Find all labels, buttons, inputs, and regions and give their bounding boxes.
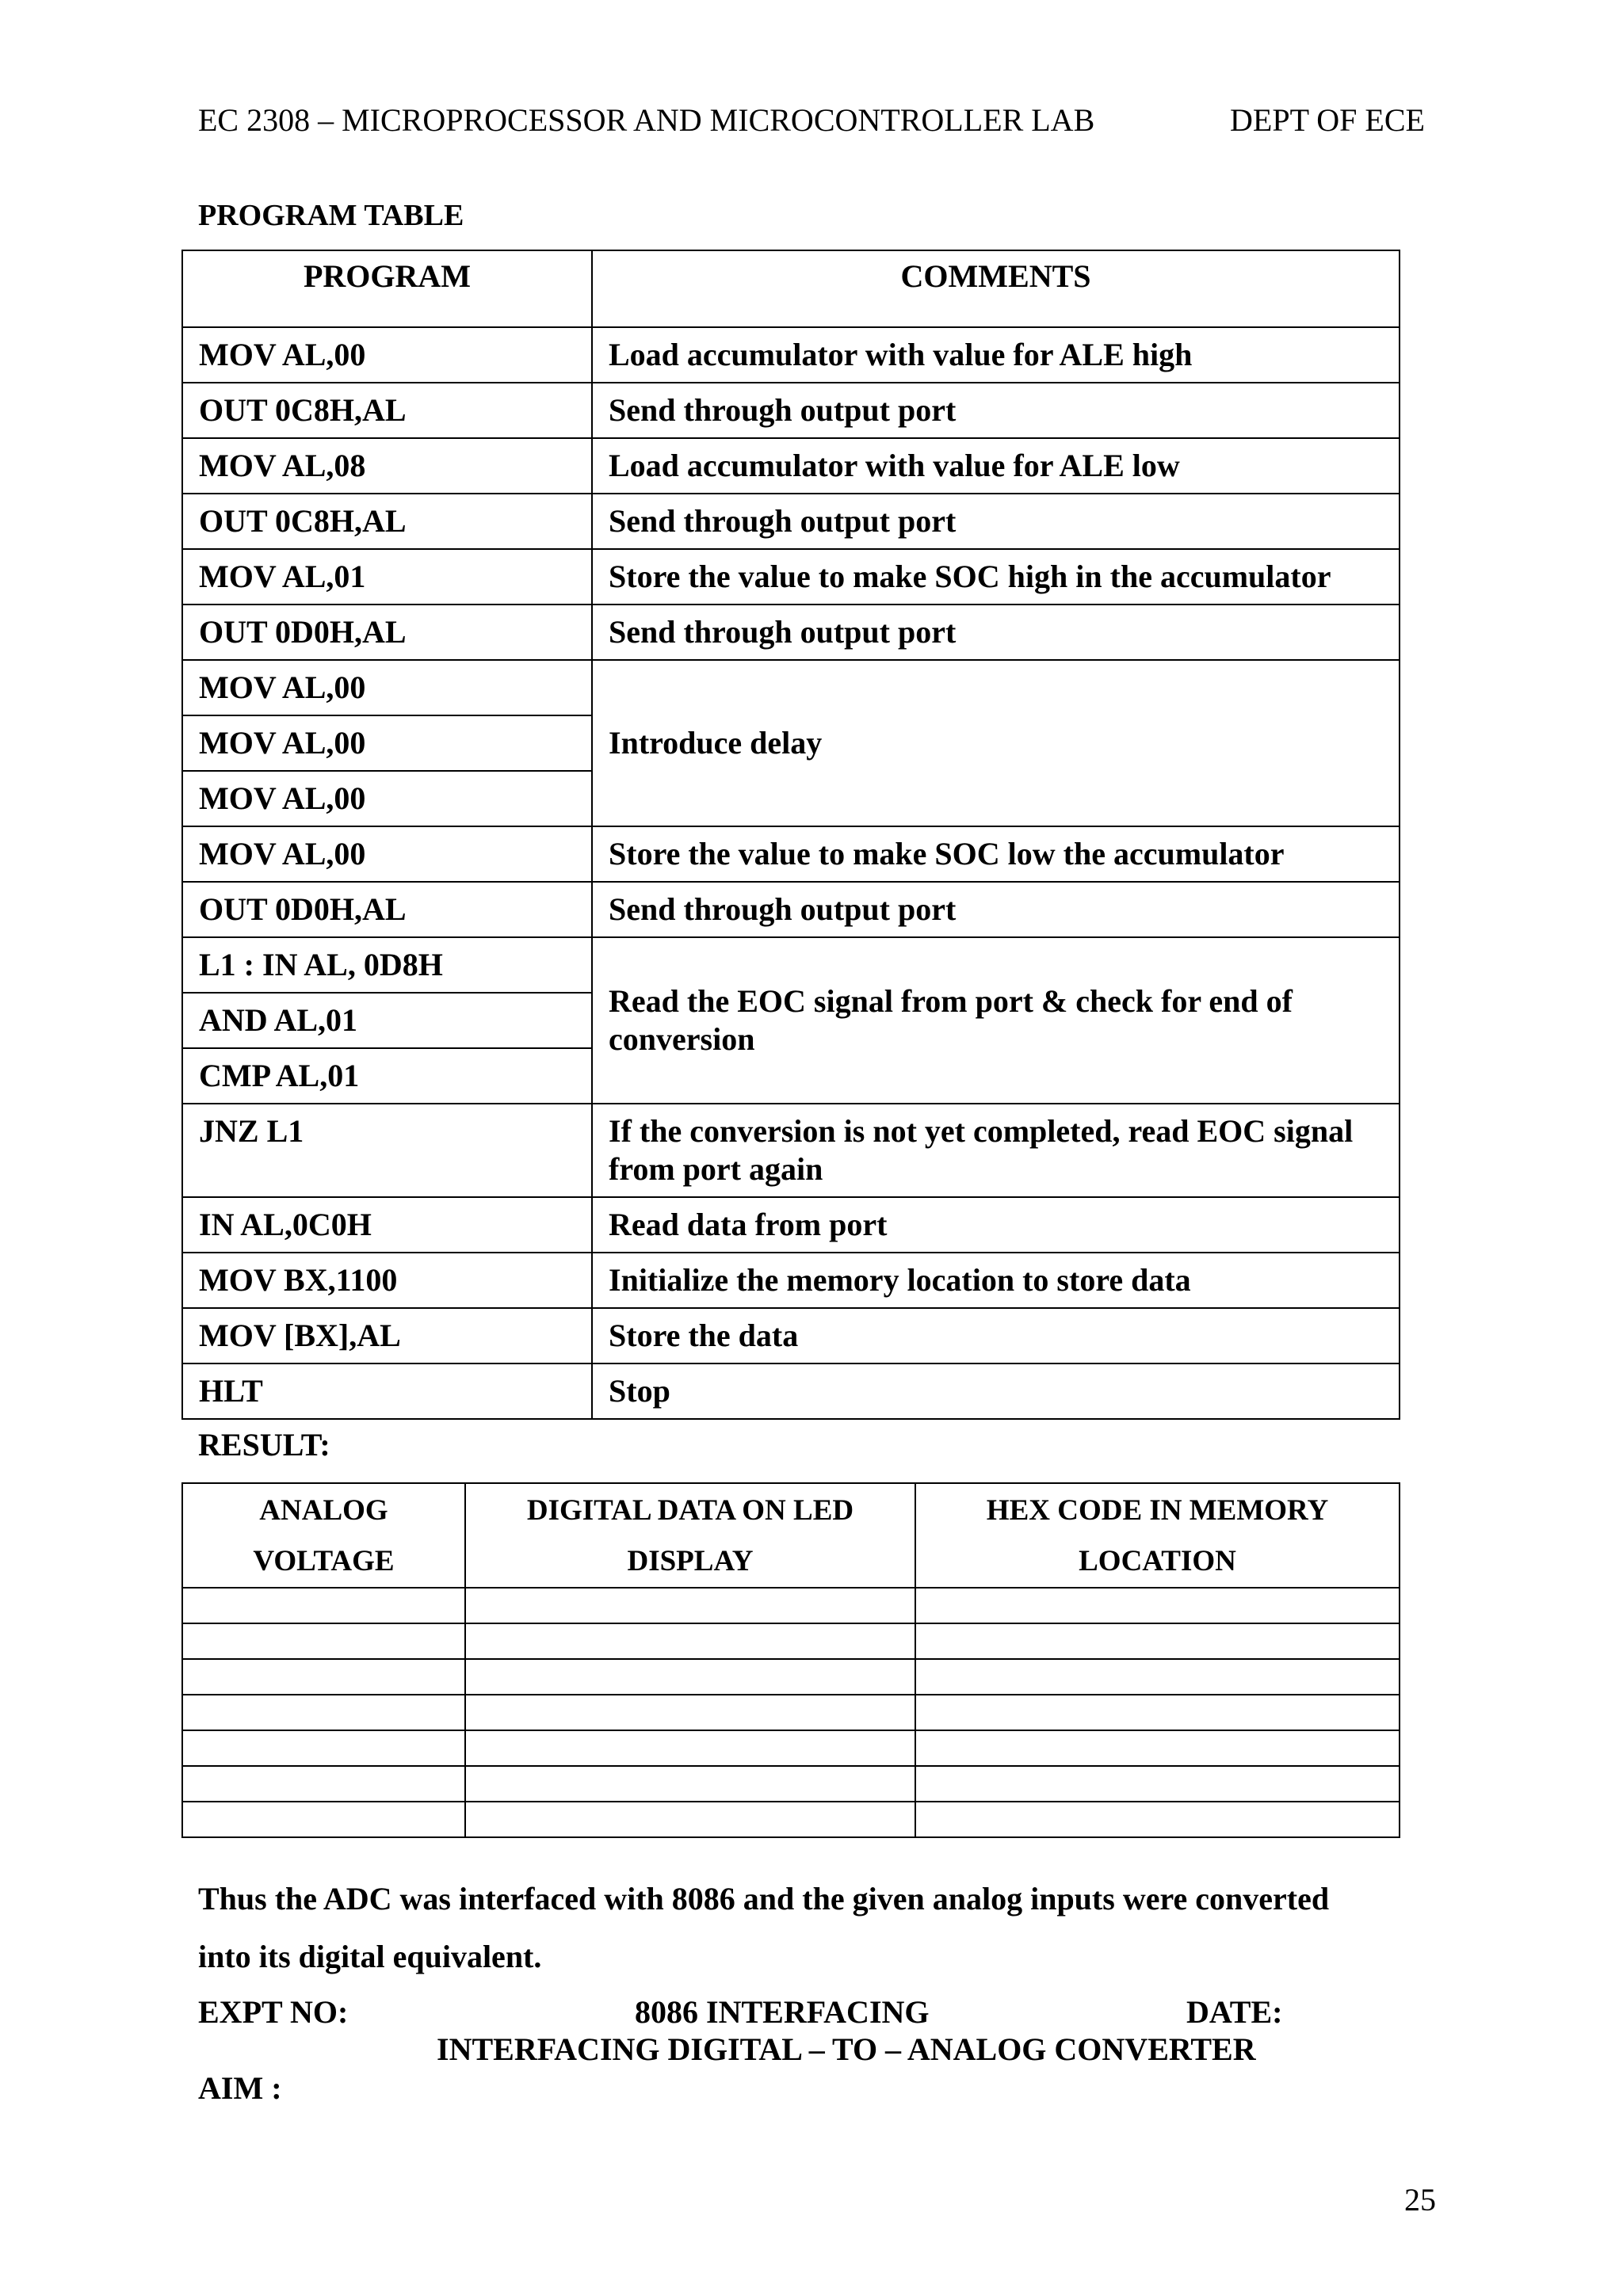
program-comment-cell: Send through output port — [592, 383, 1400, 438]
experiment-title: INTERFACING DIGITAL – TO – ANALOG CONVERTER — [437, 2031, 1256, 2067]
program-comment-cell: If the conversion is not yet completed, read EOC signal from port again — [592, 1104, 1400, 1197]
date-label: DATE: — [1186, 1994, 1283, 2030]
program-code-cell: MOV AL,00 — [182, 327, 592, 383]
header-line-1: ANALOG — [259, 1494, 388, 1527]
program-comment-cell: Store the data — [592, 1308, 1400, 1363]
program-code-cell: JNZ L1 — [182, 1104, 592, 1197]
result-cell — [465, 1659, 915, 1695]
program-code-cell: MOV AL,08 — [182, 438, 592, 494]
program-comment-cell: Send through output port — [592, 494, 1400, 549]
program-row — [182, 494, 1400, 549]
result-row — [182, 1766, 1400, 1802]
result-cell — [182, 1802, 465, 1837]
experiment-category: 8086 INTERFACING — [635, 1994, 930, 2030]
program-comment-cell: Store the value to make SOC high in the accumulator — [592, 549, 1400, 605]
result-cell — [915, 1588, 1400, 1623]
result-table — [181, 1482, 1400, 1838]
result-row — [182, 1623, 1400, 1659]
program-comment-cell: Read data from port — [592, 1197, 1400, 1253]
result-cell — [182, 1588, 465, 1623]
column-header-digital-data — [465, 1483, 915, 1588]
program-comment-cell: Load accumulator with value for ALE low — [592, 438, 1400, 494]
result-cell — [915, 1695, 1400, 1730]
header-line-2: VOLTAGE — [253, 1545, 395, 1577]
program-row — [182, 438, 1400, 494]
program-comment-cell: Stop — [592, 1363, 1400, 1419]
result-cell — [465, 1588, 915, 1623]
header-line-2: LOCATION — [1079, 1545, 1236, 1577]
header-title: EC 2308 – MICROPROCESSOR AND MICROCONTROLLER LAB — [198, 102, 1095, 138]
result-cell — [915, 1659, 1400, 1695]
header-line-2: DISPLAY — [627, 1545, 754, 1577]
program-row — [182, 1308, 1400, 1363]
result-cell — [915, 1802, 1400, 1837]
program-code-cell: AND AL,01 — [182, 993, 592, 1048]
result-cell — [915, 1730, 1400, 1766]
result-cell — [182, 1766, 465, 1802]
result-cell — [182, 1730, 465, 1766]
program-code-cell: CMP AL,01 — [182, 1048, 592, 1104]
program-code-cell: OUT 0C8H,AL — [182, 383, 592, 438]
program-code-cell: OUT 0C8H,AL — [182, 494, 592, 549]
program-row — [182, 605, 1400, 660]
program-code-cell: OUT 0D0H,AL — [182, 882, 592, 937]
result-cell — [465, 1766, 915, 1802]
result-cell — [915, 1623, 1400, 1659]
program-code-cell: L1 : IN AL, 0D8H — [182, 937, 592, 993]
program-row — [182, 1197, 1400, 1253]
aim-label: AIM : — [198, 2070, 282, 2106]
header-line-1: HEX CODE IN MEMORY — [986, 1494, 1329, 1527]
program-code-cell: MOV AL,00 — [182, 826, 592, 882]
program-code-cell: MOV AL,01 — [182, 549, 592, 605]
conclusion-line-2: into its digital equivalent. — [198, 1939, 542, 1974]
result-cell — [182, 1623, 465, 1659]
conclusion-line-1: Thus the ADC was interfaced with 8086 and the given analog inputs were converted — [198, 1881, 1330, 1917]
program-comment-cell: Send through output port — [592, 882, 1400, 937]
header-line-1: DIGITAL DATA ON LED — [526, 1494, 854, 1527]
result-row — [182, 1659, 1400, 1695]
program-row — [182, 327, 1400, 383]
program-row — [182, 1253, 1400, 1308]
expt-no-label: EXPT NO: — [198, 1994, 349, 2030]
program-comment-cell: Initialize the memory location to store data — [592, 1253, 1400, 1308]
program-row — [182, 826, 1400, 882]
result-row — [182, 1802, 1400, 1837]
program-row — [182, 882, 1400, 937]
result-cell — [182, 1695, 465, 1730]
program-code-cell: OUT 0D0H,AL — [182, 605, 592, 660]
program-table — [181, 250, 1400, 1420]
column-header-comments: COMMENTS — [592, 250, 1400, 327]
program-comment-cell: Store the value to make SOC low the accumulator — [592, 826, 1400, 882]
program-row — [182, 937, 1400, 993]
column-header-program: PROGRAM — [182, 250, 592, 327]
program-comment-cell: Load accumulator with value for ALE high — [592, 327, 1400, 383]
page-number: 25 — [1404, 2182, 1436, 2218]
program-row — [182, 1363, 1400, 1419]
program-row — [182, 383, 1400, 438]
header-dept: DEPT OF ECE — [1230, 102, 1425, 138]
result-title: RESULT: — [198, 1427, 330, 1463]
result-cell — [915, 1766, 1400, 1802]
column-header-analog-voltage — [182, 1483, 465, 1588]
program-code-cell: MOV AL,00 — [182, 771, 592, 826]
result-row — [182, 1695, 1400, 1730]
program-table-title: PROGRAM TABLE — [198, 199, 464, 232]
result-cell — [465, 1802, 915, 1837]
result-row — [182, 1730, 1400, 1766]
program-code-cell: HLT — [182, 1363, 592, 1419]
program-code-cell: MOV AL,00 — [182, 715, 592, 771]
result-row — [182, 1588, 1400, 1623]
program-code-cell: MOV AL,00 — [182, 660, 592, 715]
program-code-cell: IN AL,0C0H — [182, 1197, 592, 1253]
program-comment-cell: Introduce delay — [592, 660, 1400, 826]
program-comment-cell: Send through output port — [592, 605, 1400, 660]
result-cell — [465, 1623, 915, 1659]
column-header-hex-code — [915, 1483, 1400, 1588]
program-row — [182, 549, 1400, 605]
program-row — [182, 660, 1400, 715]
program-code-cell: MOV BX,1100 — [182, 1253, 592, 1308]
program-comment-cell: Read the EOC signal from port & check for end of conversion — [592, 937, 1400, 1104]
result-cell — [182, 1659, 465, 1695]
result-cell — [465, 1730, 915, 1766]
program-row — [182, 1104, 1400, 1197]
result-cell — [465, 1695, 915, 1730]
program-code-cell: MOV [BX],AL — [182, 1308, 592, 1363]
